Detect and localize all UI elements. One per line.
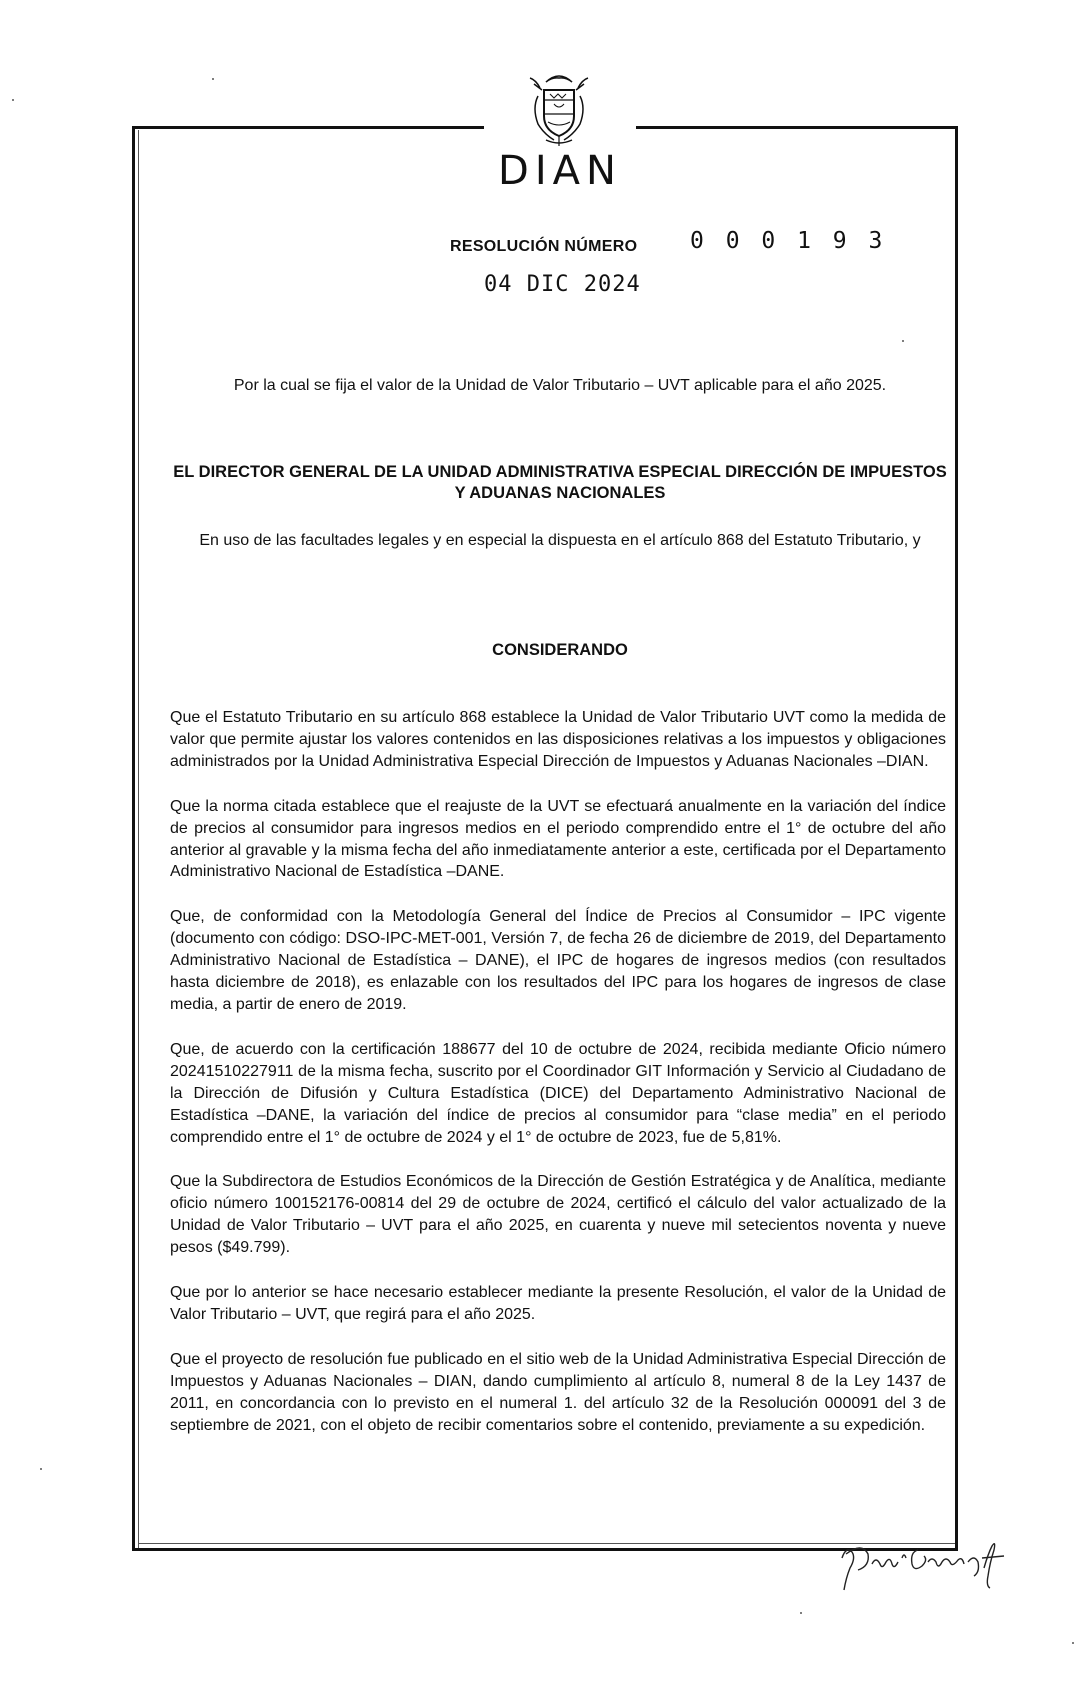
scan-speck — [1072, 1642, 1074, 1644]
date-stamp: 04 DIC 2024 — [484, 272, 641, 297]
consideration-paragraph: Que la Subdirectora de Estudios Económicos de la Dirección de Gestión Estratégica y de Analítica, mediante oficio número 100152176-00814 del 29 de octubre de 2024, certificó el cálculo del valor actualizado de la Unidad de Valor Tributario – UVT para el año 2025, en cuarenta y nueve mil setecientos noventa y nueve pesos ($49.799). — [170, 1173, 946, 1257]
scan-speck — [40, 1468, 42, 1470]
frame-top-left — [132, 126, 484, 129]
dian-logo-text: DIAN — [498, 148, 622, 194]
resolution-number: 0 0 0 1 9 3 — [690, 228, 887, 254]
consideration-paragraph: Que el proyecto de resolución fue publicado en el sitio web de la Unidad Administrativa Especial Dirección de Impuestos y Aduanas Nacionales – DIAN, dando cumplimiento al artículo 8, numeral 8 de la Ley 1437 de 2011, en concordancia con lo previsto en el numeral 1. del artículo 32 de la Resolución 000091 del 3 de septiembre de 2021, con el objeto de recibir comentarios sobre el contenido, previamente a su expedición. — [170, 1350, 946, 1434]
frame-top-right — [636, 126, 958, 129]
consideration-paragraph: Que la norma citada establece que el reajuste de la UVT se efectuará anualmente en la variación del índice de precios al consumidor para ingresos medios en el periodo comprendido entre el 1° de octubre del año anterior al gravable y la misma fecha del año inmediatamente anterior a este, certificada por el Departamento Administrativo Nacional de Estadística –DANE. — [170, 797, 946, 881]
consideration-paragraph: Que, de acuerdo con la certificación 188677 del 10 de octubre de 2024, recibida mediante Oficio número 20241510227911 de la misma fecha, suscrito por el Coordinador GIT Información y Servicio al Ciudadano de la Dirección de Difusión y Cultura Estadística (DICE) del Departamento Administrativo Nacional de Estadística –DANE, la variación del índice de precios al consumidor para “clase media” en el periodo comprendido entre el 1° de octubre de 2024 y el 1° de octubre de 2023, fue de 5,81%. — [170, 1040, 946, 1146]
scan-speck — [12, 99, 14, 101]
consideration-paragraph: Que, de conformidad con la Metodología General del Índice de Precios al Consumidor – IPC vigente (documento con código: DSO-IPC-MET-001, Versión 7, de fecha 26 de diciembre de 2019, del Departamento Administrativo Nacional de Estadística – DANE), el IPC de hogares de ingresos medios (con resultados hasta diciembre de 2018), es enlazable con los resultados del IPC para los hogares de ingresos de clase media, a partir de enero de 2019. — [170, 908, 946, 1013]
frame-right — [955, 126, 958, 1551]
coat-of-arms-icon — [526, 68, 592, 148]
scan-speck — [800, 1612, 802, 1614]
resolution-label: RESOLUCIÓN NÚMERO — [450, 238, 638, 255]
considerations-body — [170, 707, 946, 1459]
faculty-statement: En uso de las facultades legales y en especial la dispuesta en el artículo 868 del Estatuto Tributario, y — [199, 532, 921, 549]
resolution-subject: Por la cual se fija el valor de la Unidad de Valor Tributario – UVT aplicable para el año 2025. — [233, 377, 887, 394]
frame-left-inner — [138, 130, 139, 1551]
consideration-paragraph: Que el Estatuto Tributario en su artículo 868 establece la Unidad de Valor Tributario UVT como la medida de valor que permite ajustar los valores contenidos en las disposiciones relativas a los impuestos y obligaciones administrados por la Unidad Administrativa Especial Dirección de Impuestos y Aduanas Nacionales –DIAN. — [170, 709, 946, 770]
considering-heading: CONSIDERANDO — [492, 641, 628, 659]
consideration-paragraph: Que por lo anterior se hace necesario establecer mediante la presente Resolución, el valor de la Unidad de Valor Tributario – UVT, que regirá para el año 2025. — [170, 1284, 946, 1323]
scan-speck — [212, 78, 214, 80]
handwritten-signature — [832, 1528, 1022, 1594]
frame-left — [132, 126, 135, 1551]
issuer-heading: EL DIRECTOR GENERAL DE LA UNIDAD ADMINISTRATIVA ESPECIAL DIRECCIÓN DE IMPUESTOS Y ADUANAS NACIONALES — [173, 463, 947, 502]
scan-speck — [902, 340, 904, 342]
